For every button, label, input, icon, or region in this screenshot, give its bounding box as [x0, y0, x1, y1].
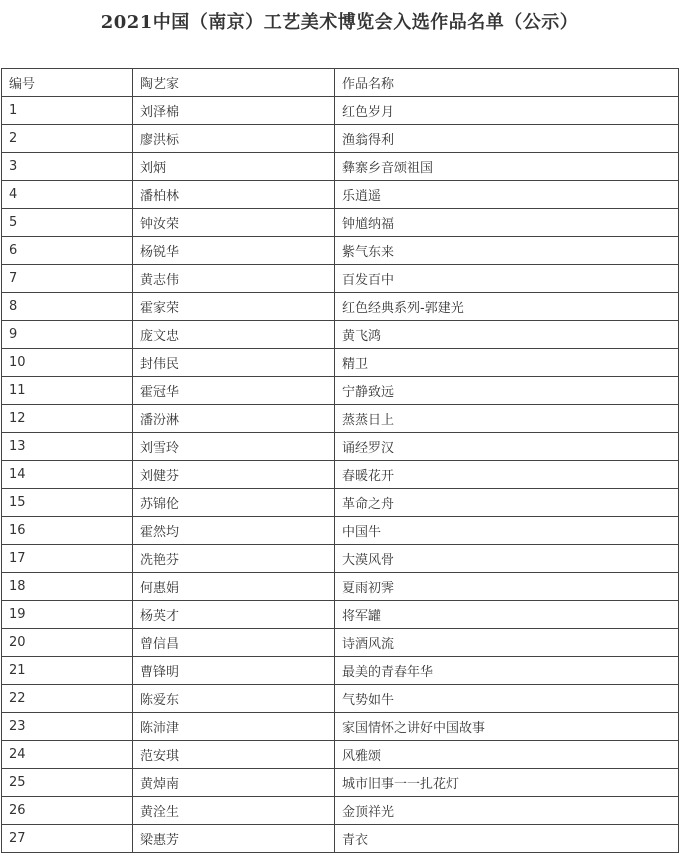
table-row [2, 321, 679, 349]
cell-number: 10 [2, 349, 133, 377]
cell-artist: 苏锦伦 [133, 489, 335, 517]
cell-artist: 黄志伟 [133, 265, 335, 293]
cell-work-title: 百发百中 [335, 265, 679, 293]
table-row [2, 769, 679, 797]
cell-artist: 梁惠芳 [133, 825, 335, 853]
table-row [2, 713, 679, 741]
cell-number: 24 [2, 741, 133, 769]
cell-number: 22 [2, 685, 133, 713]
cell-number: 5 [2, 209, 133, 237]
table-row [2, 629, 679, 657]
cell-artist: 曹锋明 [133, 657, 335, 685]
cell-artist: 陈爱东 [133, 685, 335, 713]
cell-number: 17 [2, 545, 133, 573]
cell-artist: 廖洪标 [133, 125, 335, 153]
table-row [2, 293, 679, 321]
cell-number: 23 [2, 713, 133, 741]
cell-work-title: 乐逍遥 [335, 181, 679, 209]
table-row [2, 825, 679, 853]
cell-number: 27 [2, 825, 133, 853]
cell-artist: 陈沛津 [133, 713, 335, 741]
table-row [2, 125, 679, 153]
header-work-title: 作品名称 [335, 69, 679, 97]
cell-number: 1 [2, 97, 133, 125]
cell-number: 19 [2, 601, 133, 629]
table-row [2, 685, 679, 713]
table-row [2, 601, 679, 629]
cell-number: 18 [2, 573, 133, 601]
cell-artist: 霍冠华 [133, 377, 335, 405]
table-row [2, 461, 679, 489]
cell-number: 25 [2, 769, 133, 797]
cell-work-title: 钟馗纳福 [335, 209, 679, 237]
cell-work-title: 黄飞鸿 [335, 321, 679, 349]
table-row [2, 405, 679, 433]
cell-artist: 曾信昌 [133, 629, 335, 657]
table-row [2, 209, 679, 237]
cell-artist: 钟汝荣 [133, 209, 335, 237]
cell-work-title: 最美的青春年华 [335, 657, 679, 685]
table-row [2, 545, 679, 573]
table-row [2, 265, 679, 293]
page-title: 2021中国（南京）工艺美术博览会入选作品名单（公示） [100, 12, 579, 33]
cell-work-title: 红色经典系列-郭建光 [335, 293, 679, 321]
cell-artist: 潘汾淋 [133, 405, 335, 433]
table-row [2, 97, 679, 125]
cell-number: 4 [2, 181, 133, 209]
cell-work-title: 风雅颂 [335, 741, 679, 769]
cell-work-title: 将军罐 [335, 601, 679, 629]
cell-work-title: 精卫 [335, 349, 679, 377]
cell-number: 11 [2, 377, 133, 405]
cell-number: 8 [2, 293, 133, 321]
cell-work-title: 渔翁得利 [335, 125, 679, 153]
table-body [2, 97, 679, 853]
cell-work-title: 春暖花开 [335, 461, 679, 489]
cell-work-title: 红色岁月 [335, 97, 679, 125]
cell-artist: 刘泽棉 [133, 97, 335, 125]
cell-number: 9 [2, 321, 133, 349]
cell-number: 2 [2, 125, 133, 153]
table-row [2, 797, 679, 825]
cell-work-title: 金顶祥光 [335, 797, 679, 825]
cell-number: 7 [2, 265, 133, 293]
cell-artist: 刘雪玲 [133, 433, 335, 461]
cell-artist: 庞文忠 [133, 321, 335, 349]
table-row [2, 489, 679, 517]
cell-work-title: 蒸蒸日上 [335, 405, 679, 433]
cell-artist: 霍然均 [133, 517, 335, 545]
cell-artist: 黄洤生 [133, 797, 335, 825]
table-row [2, 377, 679, 405]
table-row [2, 657, 679, 685]
cell-number: 21 [2, 657, 133, 685]
cell-work-title: 彝寨乡音颂祖国 [335, 153, 679, 181]
cell-number: 3 [2, 153, 133, 181]
cell-work-title: 青衣 [335, 825, 679, 853]
cell-number: 16 [2, 517, 133, 545]
table-row [2, 741, 679, 769]
table-row [2, 181, 679, 209]
cell-number: 6 [2, 237, 133, 265]
header-number: 编号 [2, 69, 133, 97]
cell-work-title: 城市旧事一一扎花灯 [335, 769, 679, 797]
table-row [2, 573, 679, 601]
table-row [2, 237, 679, 265]
table-row [2, 433, 679, 461]
cell-artist: 刘炳 [133, 153, 335, 181]
cell-work-title: 诗酒风流 [335, 629, 679, 657]
cell-number: 12 [2, 405, 133, 433]
cell-artist: 何惠娟 [133, 573, 335, 601]
cell-number: 15 [2, 489, 133, 517]
cell-artist: 杨英才 [133, 601, 335, 629]
cell-number: 26 [2, 797, 133, 825]
table-row [2, 517, 679, 545]
cell-work-title: 家国情怀之讲好中国故事 [335, 713, 679, 741]
cell-number: 20 [2, 629, 133, 657]
cell-number: 13 [2, 433, 133, 461]
cell-work-title: 诵经罗汉 [335, 433, 679, 461]
cell-artist: 杨锐华 [133, 237, 335, 265]
cell-number: 14 [2, 461, 133, 489]
cell-work-title: 气势如牛 [335, 685, 679, 713]
table-header-row [2, 69, 679, 97]
cell-work-title: 紫气东来 [335, 237, 679, 265]
cell-artist: 霍家荣 [133, 293, 335, 321]
cell-artist: 封伟民 [133, 349, 335, 377]
cell-artist: 冼艳芬 [133, 545, 335, 573]
cell-work-title: 革命之舟 [335, 489, 679, 517]
table-row [2, 349, 679, 377]
cell-work-title: 大漠风骨 [335, 545, 679, 573]
cell-work-title: 中国牛 [335, 517, 679, 545]
cell-artist: 范安琪 [133, 741, 335, 769]
cell-artist: 潘柏林 [133, 181, 335, 209]
selection-table [1, 68, 679, 853]
cell-artist: 黄焯南 [133, 769, 335, 797]
table-row [2, 153, 679, 181]
cell-work-title: 夏雨初霁 [335, 573, 679, 601]
cell-work-title: 宁静致远 [335, 377, 679, 405]
cell-artist: 刘健芬 [133, 461, 335, 489]
header-ceramic-artist: 陶艺家 [133, 69, 335, 97]
